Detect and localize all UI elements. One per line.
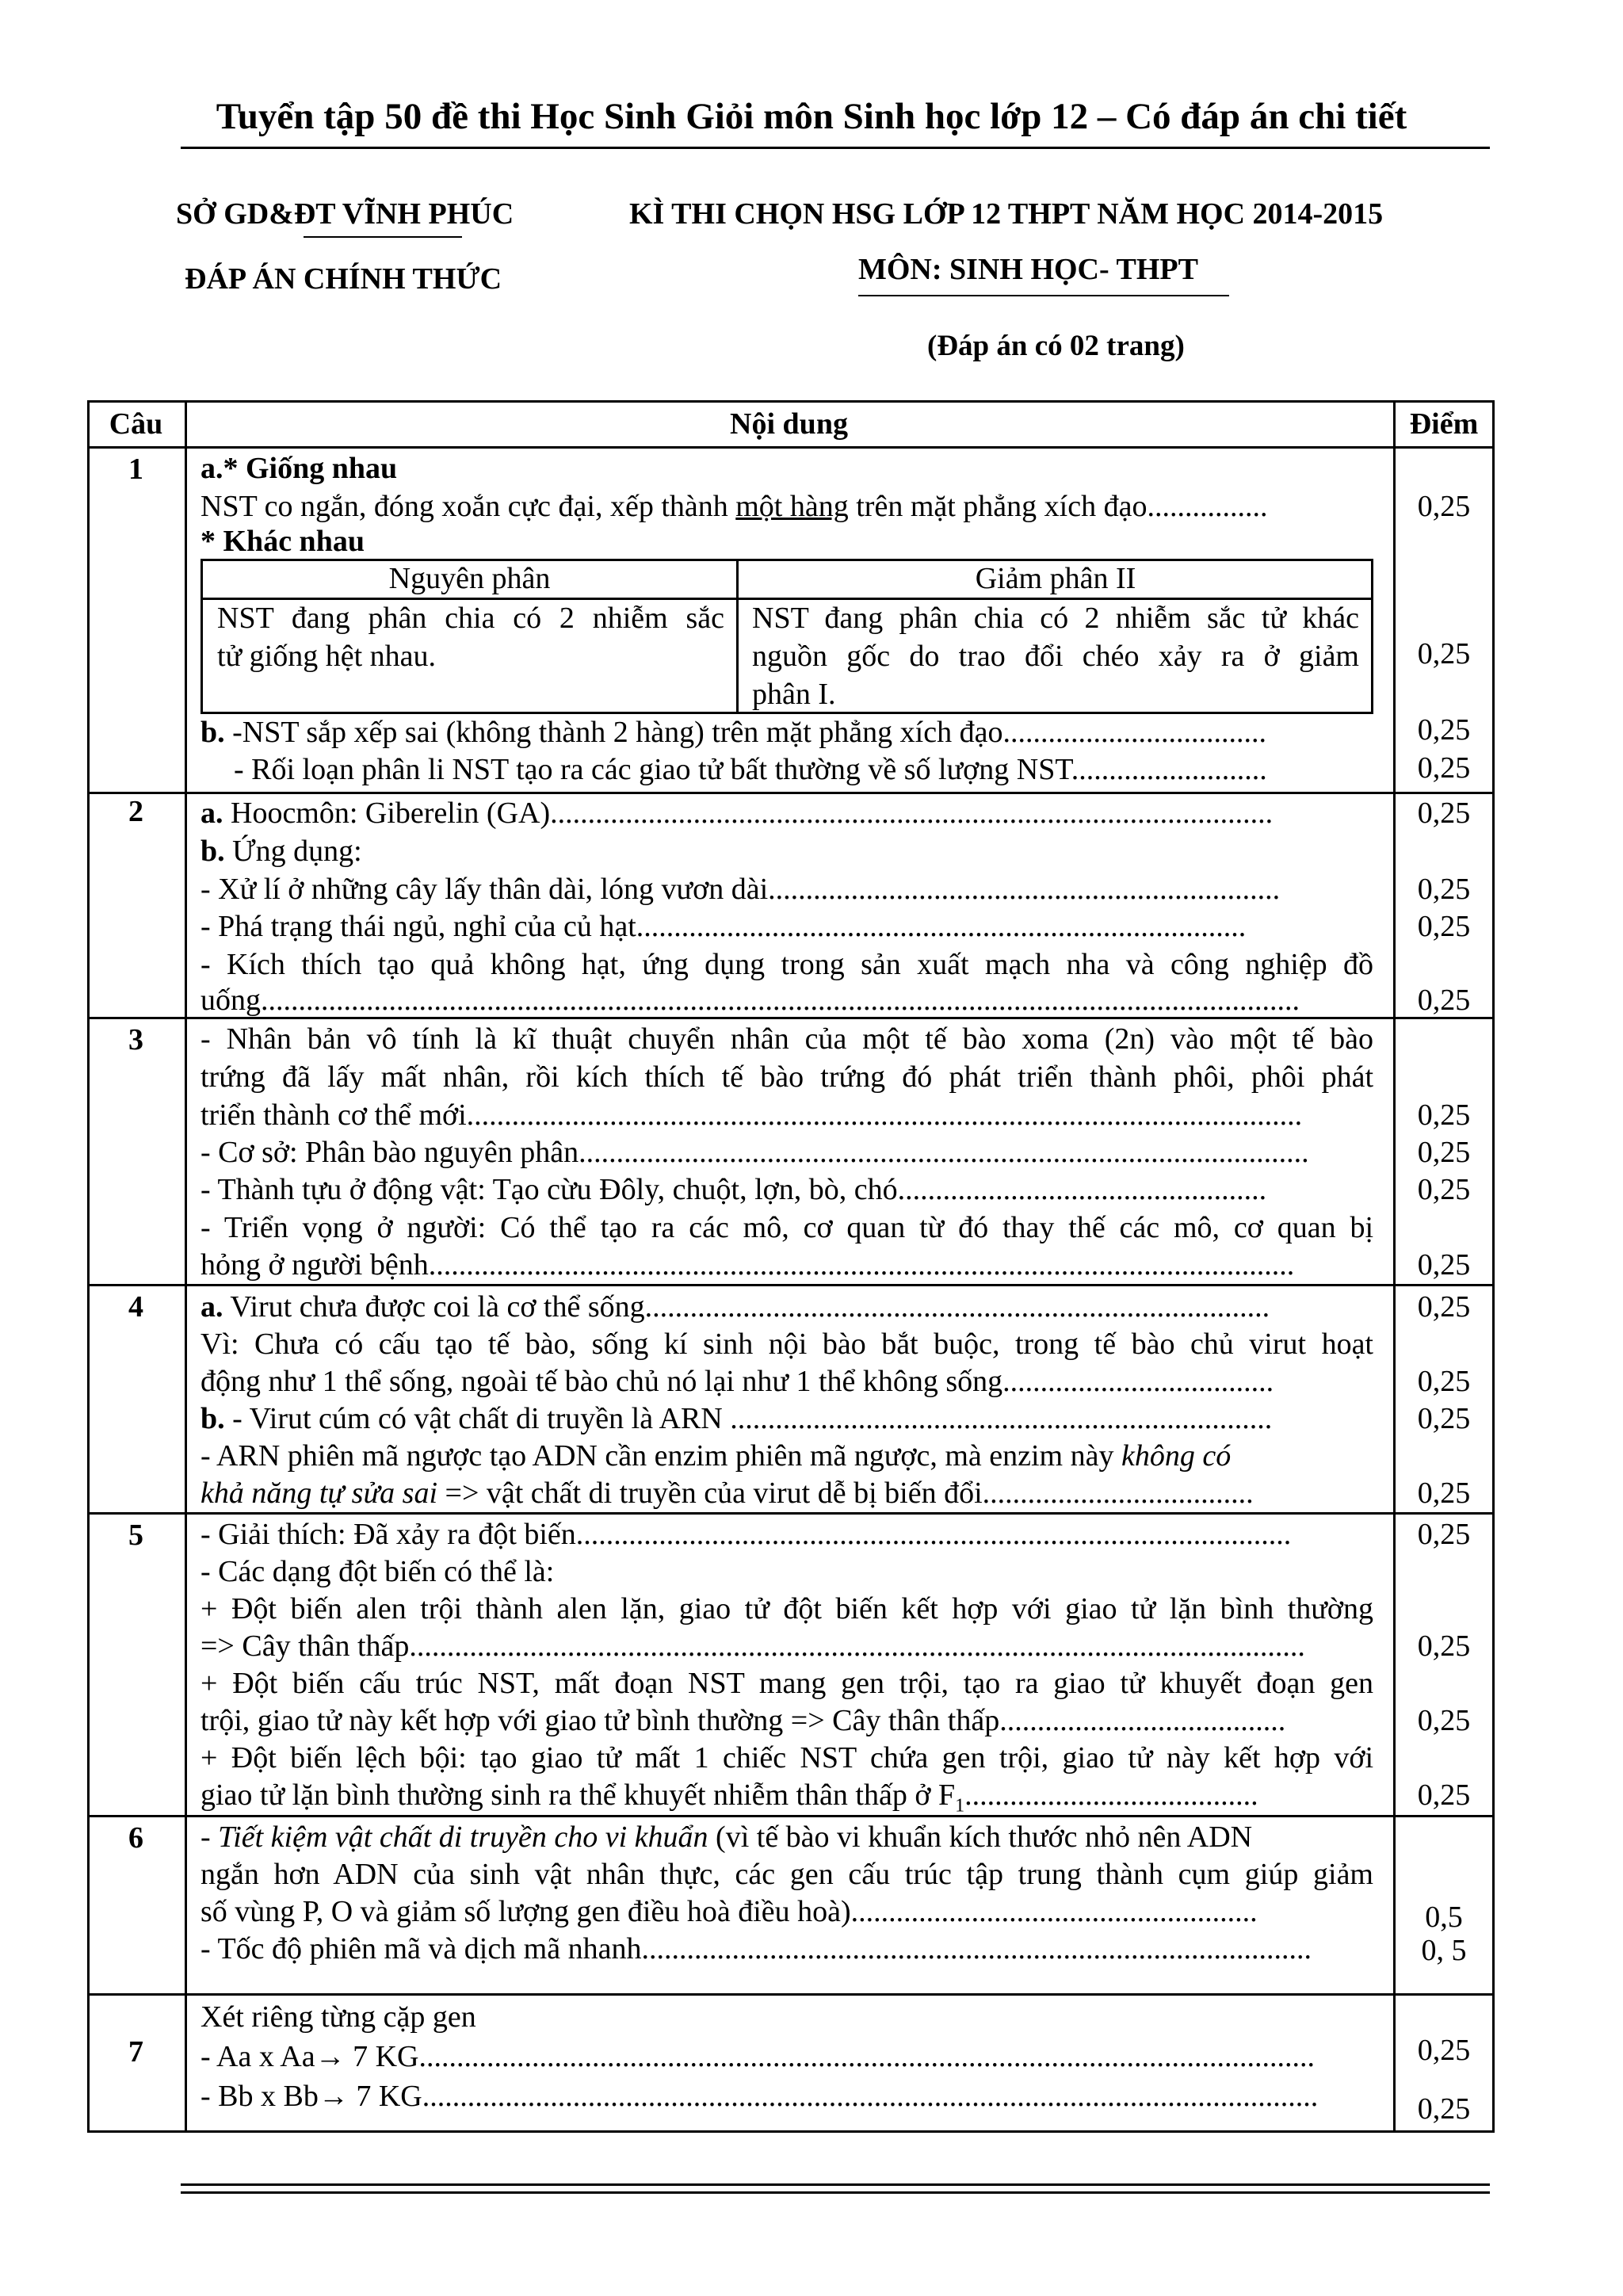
- score: 0,25: [1417, 1098, 1471, 1132]
- banner-rule: [181, 147, 1490, 149]
- question-number: 3: [128, 1023, 143, 1056]
- header-subject: MÔN: SINH HỌC- THPT: [858, 253, 1198, 286]
- row-sep-6: [87, 1993, 1495, 1996]
- header-official-answer: ĐÁP ÁN CHÍNH THỨC: [185, 262, 502, 296]
- score: 0,25: [1417, 1477, 1471, 1510]
- score: 0,25: [1417, 490, 1471, 523]
- row-sep-3: [87, 1284, 1495, 1286]
- q2-line-2: - Phá trạng thái ngủ, nghỉ của củ hạt.................................................................................: [200, 910, 1247, 943]
- row-sep-4: [87, 1512, 1495, 1515]
- score: 0,25: [1417, 1402, 1471, 1435]
- header-page-note: (Đáp án có 02 trang): [927, 330, 1185, 362]
- q2-line-3: - Kích thích tạo quả không hạt, ứng dụng trong sản xuất mạch nha và công nghiệp đồ: [200, 948, 1373, 981]
- page-banner: Tuyển tập 50 đề thi Học Sinh Giỏi môn Sinh học lớp 12 – Có đáp án chi tiết: [216, 96, 1407, 137]
- q1-b-line-1: b. -NST sắp xếp sai (không thành 2 hàng) trên mặt phẳng xích đạo...................................: [200, 716, 1266, 749]
- q3-line-3: triển thành cơ thể mới...............................................................................................................: [200, 1098, 1303, 1132]
- score: 0,25: [1417, 1518, 1471, 1551]
- comparison-cell-left: NST đang phân chia có 2 nhiễm sắc tử giống hệt nhau.: [217, 602, 724, 673]
- q3-line-7: hỏng ở người bệnh...................................................................................................................: [200, 1248, 1295, 1282]
- score: 0,25: [1417, 1778, 1471, 1812]
- question-number: 5: [128, 1519, 143, 1552]
- q5-line-3: + Đột biến alen trội thành alen lặn, giao tử đột biến kết hợp với giao tử lặn bình thường: [200, 1592, 1373, 1626]
- col-header-diem: Điểm: [1409, 407, 1479, 441]
- q6-line-1: - Tiết kiệm vật chất di truyền cho vi khuẩn (vì tế bào vi khuẩn kích thước nhỏ nên ADN: [200, 1820, 1253, 1854]
- q5-line-2: - Các dạng đột biến có thể là:: [200, 1555, 555, 1588]
- header-exam-title: KÌ THI CHỌN HSG LỚP 12 THPT NĂM HỌC 2014-2015: [629, 197, 1384, 231]
- q5-line-4: => Cây thân thấp.......................................................................................................................: [200, 1629, 1305, 1663]
- q7-line-1: Xét riêng từng cặp gen: [200, 2000, 476, 2034]
- question-number: 4: [128, 1290, 143, 1324]
- q4-b-line: b. - Virut cúm có vật chất di truyền là ARN ........................................................................: [200, 1402, 1273, 1435]
- q2-a-line: a. Hoocmôn: Giberelin (GA)................................................................................................: [200, 797, 1274, 830]
- comparison-header-mitosis: Nguyên phân: [388, 562, 551, 595]
- score: 0,25: [1417, 797, 1471, 830]
- score: 0,25: [1417, 984, 1471, 1017]
- q4-line-2: động như 1 thể sống, ngoài tế bào chủ nó lại như 1 thể không sống....................................: [200, 1365, 1274, 1398]
- question-number: 2: [128, 795, 143, 828]
- subject-underline: [858, 295, 1229, 296]
- score: 0,5: [1425, 1901, 1463, 1934]
- answer-table: [87, 400, 1495, 2133]
- comparison-header-meiosis: Giảm phân II: [975, 562, 1136, 595]
- score: 0,25: [1417, 1248, 1471, 1282]
- score: 0,25: [1417, 1173, 1471, 1206]
- question-number: 1: [128, 453, 143, 486]
- q3-line-5: - Thành tựu ở động vật: Tạo cừu Đôly, chuột, lợn, bò, chó.................................................: [200, 1173, 1267, 1206]
- footer-rule-bottom: [181, 2191, 1490, 2194]
- row-sep-5: [87, 1815, 1495, 1817]
- q3-line-1: - Nhân bản vô tính là kĩ thuật chuyển nhân của một tế bào xoma (2n) vào một tế bào: [200, 1022, 1373, 1056]
- q4-line-1: Vì: Chưa có cấu tạo tế bào, sống kí sinh nội bào bắt buộc, trong tế bào chủ virut hoạt: [200, 1328, 1373, 1361]
- comparison-table: [200, 559, 1373, 714]
- score: 0,25: [1417, 910, 1471, 943]
- q2-line-4: uống..........................................................................................................................................: [200, 984, 1300, 1017]
- table-col-divider-1: [185, 400, 187, 2133]
- score: 0,25: [1417, 873, 1471, 906]
- score: 0,25: [1417, 1365, 1471, 1398]
- col-header-cau: Câu: [109, 407, 163, 441]
- score: 0,25: [1417, 637, 1471, 670]
- q5-line-5: + Đột biến cấu trúc NST, mất đoạn NST mang gen trội, tạo ra giao tử khuyết đoạn gen: [200, 1667, 1373, 1700]
- q6-line-2: ngắn hơn ADN của sinh vật nhân thực, các gen cấu trúc tập trung thành cụm giúp giảm: [200, 1858, 1373, 1891]
- department-underline: [304, 236, 462, 238]
- score: 0, 5: [1421, 1934, 1467, 1967]
- q7-line-3: - Bb x Bb→ 7 KG.......................................................................................................................: [200, 2080, 1319, 2113]
- score: 0,25: [1417, 1290, 1471, 1324]
- q5-line-8: giao tử lặn bình thường sinh ra thể khuyết nhiễm thân thấp ở $F_1$.......................................: [200, 1778, 1258, 1814]
- score: 0,25: [1417, 2092, 1471, 2126]
- q1-khac-title: * Khác nhau: [200, 525, 365, 558]
- score: 0,25: [1417, 1136, 1471, 1169]
- score: 0,25: [1417, 751, 1471, 785]
- q1-a-line: NST co ngắn, đóng xoắn cực đại, xếp thành một hàng trên mặt phẳng xích đạo................: [200, 490, 1268, 523]
- table-border-bottom: [87, 2130, 1495, 2133]
- q6-line-4: - Tốc độ phiên mã và dịch mã nhanh.........................................................................................: [200, 1932, 1312, 1966]
- footer-rule-top: [181, 2183, 1490, 2186]
- q2-line-1: - Xử lí ở những cây lấy thân dài, lóng vươn dài....................................................................: [200, 873, 1281, 906]
- header-department: SỞ GD&ĐT VĨNH PHÚC: [176, 197, 514, 231]
- q5-line-6: trội, giao tử này kết hợp với giao tử bình thường => Cây thân thấp......................................: [200, 1704, 1286, 1737]
- q6-line-3: số vùng P, O và giảm số lượng gen điều hoà điều hoà)......................................................: [200, 1895, 1258, 1928]
- col-header-noi-dung: Nội dung: [730, 407, 848, 441]
- q1-a-title: a.* Giống nhau: [200, 452, 398, 485]
- score: 0,25: [1417, 2034, 1471, 2067]
- q1-b-line-2: - Rối loạn phân li NST tạo ra các giao tử bất thường về số lượng NST..........................: [234, 753, 1267, 786]
- score: 0,25: [1417, 1629, 1471, 1663]
- score: 0,25: [1417, 1704, 1471, 1737]
- q7-line-2: - Aa x Aa→ 7 KG.......................................................................................................................: [200, 2040, 1315, 2073]
- q2-b-line: b. Ứng dụng:: [200, 835, 362, 868]
- comparison-cell-right: NST đang phân chia có 2 nhiễm sắc tử khác nguồn gốc do trao đổi chéo xảy ra ở giảm phân I.: [752, 602, 1359, 711]
- q3-line-2: trứng đã lấy mất nhân, rồi kích thích tế bào trứng đó phát triển thành phôi, phôi phát: [200, 1060, 1373, 1094]
- q3-line-4: - Cơ sở: Phân bào nguyên phân.................................................................................................: [200, 1136, 1309, 1169]
- question-number: 7: [128, 2035, 143, 2069]
- q5-line-1: - Giải thích: Đã xảy ra đột biến...............................................................................................: [200, 1518, 1292, 1551]
- q4-a-line: a. Virut chưa được coi là cơ thể sống...................................................................................: [200, 1290, 1270, 1324]
- row-sep-header: [87, 446, 1495, 449]
- q5-line-7: + Đột biến lệch bội: tạo giao tử mất 1 chiếc NST chứa gen trội, giao tử này kết hợp với: [200, 1741, 1373, 1775]
- q4-line-4: khả năng tự sửa sai => vật chất di truyền của virut dễ bị biến đổi....................................: [200, 1477, 1254, 1510]
- table-border-left: [87, 400, 90, 2133]
- q4-line-3: - ARN phiên mã ngược tạo ADN cần enzim phiên mã ngược, mà enzim này không có: [200, 1439, 1232, 1473]
- table-border-top: [87, 400, 1495, 403]
- question-number: 6: [128, 1821, 143, 1855]
- score: 0,25: [1417, 713, 1471, 747]
- q3-line-6: - Triển vọng ở người: Có thể tạo ra các mô, cơ quan từ đó thay thế các mô, cơ quan bị: [200, 1211, 1373, 1244]
